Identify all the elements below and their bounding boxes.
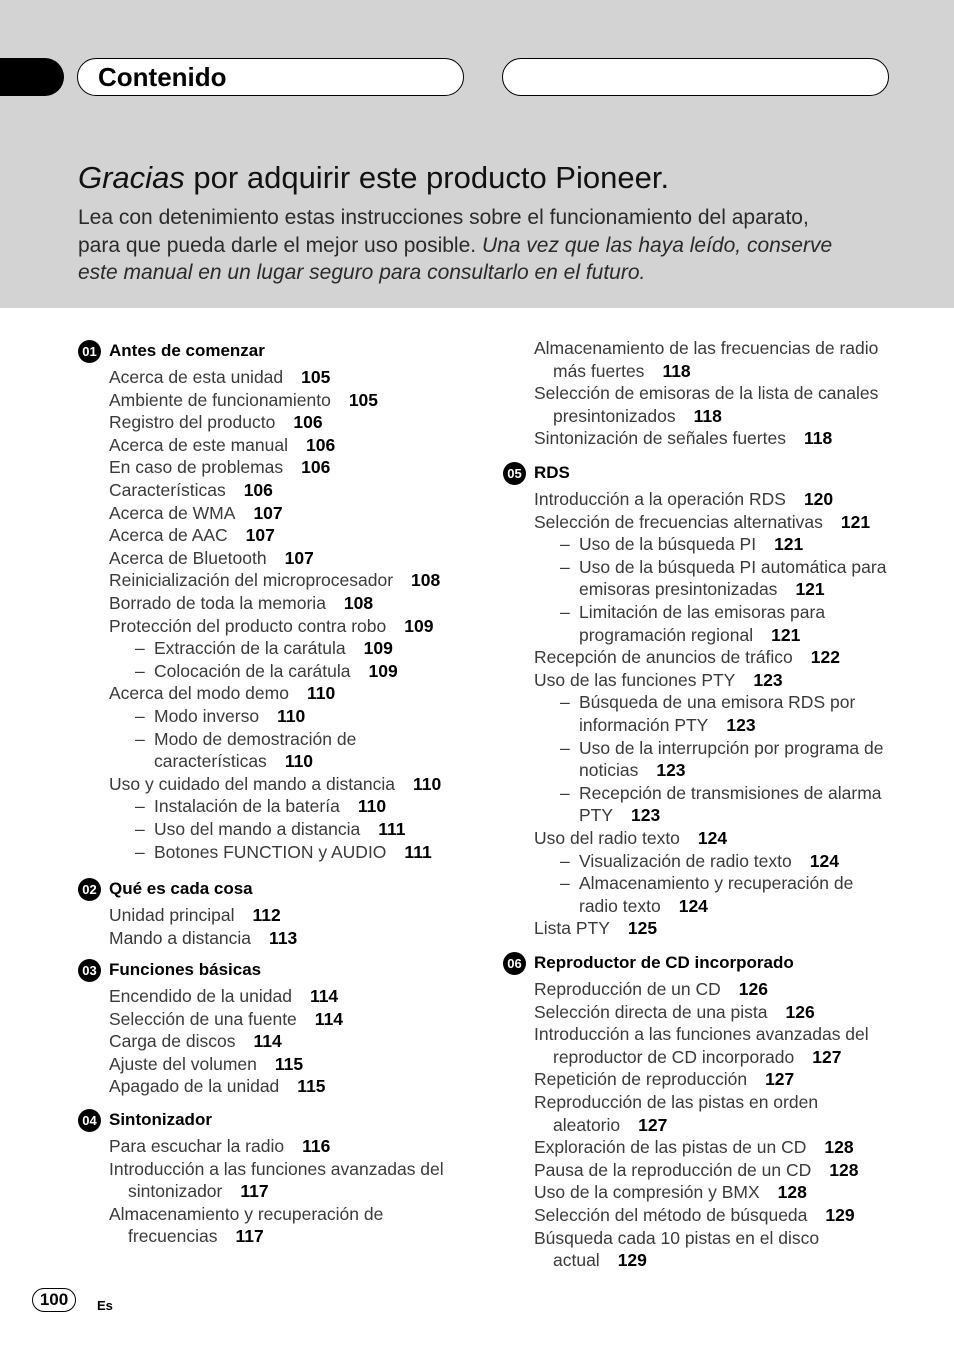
intro-line-2-plain: para que pueda darle el mejor uso posible. (78, 233, 482, 257)
language-code: Es (97, 1298, 113, 1313)
section-number-badge: 03 (78, 959, 101, 982)
toc-entry-text: programación regional (579, 624, 754, 645)
toc-entry-continued (128, 1225, 264, 1248)
toc-entry-continued (553, 1114, 667, 1137)
toc-page-number: 110 (413, 773, 442, 794)
list-dash: – (560, 602, 570, 622)
toc-entry: Búsqueda cada 10 pistas en el disco (534, 1227, 820, 1248)
toc-page-number: 121 (774, 534, 804, 555)
toc-entry (109, 1075, 326, 1098)
toc-entry (109, 1135, 330, 1158)
toc-entry (109, 1053, 303, 1076)
toc-entry (109, 456, 330, 479)
toc-page-number: 129 (825, 1205, 855, 1225)
toc-entry-text: actual (553, 1250, 600, 1271)
toc-entry (109, 366, 330, 389)
list-dash: – (135, 660, 145, 681)
toc-entry (109, 502, 283, 525)
section-number-badge: 05 (503, 462, 526, 485)
toc-page-number: 111 (378, 819, 406, 839)
toc-entry-text: aleatorio (553, 1114, 621, 1135)
list-dash: – (560, 873, 570, 894)
toc-page-number: 106 (306, 434, 336, 455)
toc-page-number: 107 (284, 547, 314, 568)
intro-line-1: Lea con detenimiento estas instrucciones sobre el funcionamiento del aparato, (78, 206, 809, 229)
toc-page-number: 115 (297, 1076, 326, 1097)
toc-entry-text: más fuertes (553, 360, 645, 381)
toc-entry (534, 1068, 794, 1091)
toc-entry (579, 533, 803, 556)
toc-entry (534, 1204, 855, 1227)
toc-entry-text: Ambiente de funcionamiento (109, 389, 331, 410)
toc-entry: Uso de la búsqueda PI automática para (579, 556, 887, 577)
toc-entry-text: Visualización de radio texto (579, 850, 792, 871)
list-dash: – (560, 782, 570, 803)
toc-entry-text: emisoras presintonizadas (579, 579, 778, 600)
toc-entry (109, 411, 323, 434)
toc-entry-text: Características (109, 480, 226, 500)
toc-entry (109, 1030, 282, 1053)
toc-entry-text: Acerca de este manual (109, 434, 288, 455)
toc-entry (109, 389, 378, 412)
toc-entry-continued (579, 578, 825, 601)
toc-entry (109, 682, 335, 705)
toc-entry: Modo de demostración de (154, 728, 357, 749)
toc-page-number: 117 (240, 1181, 269, 1202)
toc-entry-text: Uso del radio texto (534, 828, 680, 848)
toc-entry: Limitación de las emisoras para (579, 602, 826, 622)
toc-entry-text: noticias (579, 760, 639, 781)
list-dash: – (560, 692, 570, 713)
toc-entry (534, 1001, 815, 1024)
toc-entry-text: Repetición de reproducción (534, 1069, 748, 1090)
toc-entry: Búsqueda de una emisora RDS por (579, 692, 856, 713)
toc-entry (154, 637, 393, 660)
list-dash: – (560, 556, 570, 577)
toc-entry-text: Selección de una fuente (109, 1008, 297, 1029)
toc-page-number: 106 (301, 457, 331, 478)
toc-entry (154, 841, 432, 864)
toc-entry (109, 524, 275, 547)
toc-entry-text: Uso de la búsqueda PI (579, 534, 757, 555)
toc-entry-continued (579, 714, 756, 737)
toc-page-number: 124 (678, 895, 708, 916)
toc-entry (109, 569, 440, 592)
toc-entry-text: Unidad principal (109, 905, 235, 925)
toc-entry-text: Uso de la compresión y BMX (534, 1182, 760, 1203)
toc-entry-text: Reinicialización del microprocesador (109, 570, 394, 591)
toc-entry-text: Exploración de las pistas de un CD (534, 1137, 807, 1158)
toc-entry-text: Registro del producto (109, 412, 276, 433)
toc-page-number: 112 (252, 905, 281, 925)
toc-page-number: 118 (693, 405, 722, 426)
toc-page-number: 118 (803, 428, 833, 449)
section-title: Sintonizador (109, 1110, 212, 1129)
toc-entry: Selección de emisoras de la lista de canales (534, 383, 879, 404)
section-title: Funciones básicas (109, 960, 262, 979)
toc-entry-text: Acerca de AAC (109, 525, 228, 546)
list-dash: – (560, 737, 570, 758)
toc-entry: Introducción a las funciones avanzadas del (534, 1024, 869, 1045)
toc-page-number: 121 (771, 624, 801, 645)
toc-entry-continued (553, 360, 691, 383)
toc-entry (534, 646, 840, 669)
toc-page-number: 127 (765, 1069, 795, 1090)
toc-page-number: 117 (235, 1226, 264, 1247)
toc-page-number: 127 (812, 1046, 842, 1067)
toc-page-number: 109 (404, 615, 434, 636)
toc-entry (579, 850, 839, 873)
toc-page-number: 123 (656, 760, 686, 781)
toc-entry-text: Lista PTY (534, 918, 610, 939)
toc-page-number: 115 (274, 1053, 304, 1074)
toc-entry-text: Selección directa de una pista (534, 1001, 768, 1022)
toc-entry-text: Para escuchar la radio (109, 1136, 285, 1156)
toc-page-number: 128 (777, 1182, 807, 1203)
toc-page-number: 111 (404, 841, 432, 862)
toc-entry-text: Selección del método de búsqueda (534, 1205, 808, 1225)
toc-entry-text: Instalación de la batería (154, 796, 340, 817)
page-title: Contenido (98, 62, 227, 92)
toc-page-number: 116 (302, 1136, 331, 1156)
section-title: Qué es cada cosa (109, 879, 253, 898)
toc-page-number: 114 (309, 986, 339, 1006)
toc-page-number: 121 (795, 579, 825, 600)
toc-page-number: 129 (617, 1250, 647, 1271)
toc-entry (109, 547, 314, 570)
toc-page-number: 108 (411, 570, 441, 591)
toc-entry-text: información PTY (579, 715, 709, 735)
toc-entry-text: Introducción a la operación RDS (534, 489, 786, 509)
toc-entry (534, 511, 870, 534)
section-title: Antes de comenzar (109, 341, 265, 360)
list-dash: – (135, 638, 145, 659)
toc-entry-continued (553, 405, 722, 428)
toc-page-number: 113 (269, 927, 298, 948)
toc-entry (109, 615, 433, 638)
toc-entry-text: Acerca de esta unidad (109, 367, 284, 387)
toc-page-number: 109 (368, 660, 398, 681)
toc-entry (534, 427, 832, 450)
toc-entry-text: Pausa de la reproducción de un CD (534, 1159, 812, 1180)
toc-entry: Recepción de transmisiones de alarma (579, 782, 882, 803)
toc-entry-text: Extracción de la carátula (154, 638, 346, 659)
toc-page-number: 124 (697, 828, 728, 848)
toc-page-number: 105 (301, 367, 331, 387)
toc-entry-text: sintonizador (128, 1181, 223, 1202)
toc-page-number: 123 (726, 715, 756, 735)
list-dash: – (135, 706, 145, 726)
toc-entry-text: características (154, 751, 267, 772)
toc-entry-text: Botones FUNCTION y AUDIO (154, 841, 387, 862)
toc-page-number: 109 (363, 638, 393, 659)
toc-page-number: 123 (753, 669, 783, 690)
toc-entry: Almacenamiento de las frecuencias de radio (534, 338, 879, 358)
section-number-badge: 01 (78, 340, 101, 363)
toc-entry (154, 795, 386, 818)
toc-entry-text: frecuencias (128, 1226, 218, 1247)
toc-entry (534, 827, 727, 850)
section-title: Reproductor de CD incorporado (534, 953, 794, 972)
toc-page-number: 114 (314, 1008, 344, 1029)
toc-entry (534, 1159, 858, 1182)
header-tab-marker (0, 58, 64, 96)
toc-entry (109, 592, 373, 615)
toc-entry (534, 978, 768, 1001)
toc-entry-text: presintonizados (553, 405, 676, 426)
toc-page-number: 114 (253, 1031, 282, 1052)
intro-line-2 (78, 232, 878, 260)
toc-entry-text: Uso y cuidado del mando a distancia (109, 773, 396, 794)
toc-page-number: 126 (738, 979, 768, 999)
list-dash: – (135, 728, 145, 749)
toc-page-number: 124 (809, 850, 839, 871)
intro-heading-rest: por adquirir este producto Pioneer. (184, 160, 670, 195)
toc-entry-text: Acerca del modo demo (109, 683, 289, 704)
toc-page-number: 105 (348, 389, 379, 410)
toc-entry: Almacenamiento y recuperación de (579, 873, 854, 894)
toc-entry (109, 927, 297, 950)
toc-entry (534, 1181, 807, 1204)
toc-page-number: 126 (785, 1001, 815, 1022)
toc-page-number: 128 (824, 1137, 854, 1158)
section-title: RDS (534, 463, 570, 482)
toc-entry-continued (579, 759, 686, 782)
toc-entry (534, 669, 783, 692)
toc-entry (154, 660, 398, 683)
toc-entry-text: Uso de las funciones PTY (534, 669, 736, 690)
toc-entry-continued (579, 895, 708, 918)
toc-entry-continued (553, 1249, 647, 1272)
toc-entry-text: Colocación de la carátula (154, 660, 351, 681)
list-dash: – (135, 819, 145, 839)
toc-page-number: 128 (829, 1159, 859, 1180)
section-number-badge: 02 (78, 878, 101, 901)
toc-entry-text: PTY (579, 805, 614, 826)
section-number-badge: 04 (78, 1109, 101, 1132)
toc-entry-text: Apagado de la unidad (109, 1076, 280, 1097)
toc-entry: Reproducción de las pistas en orden (534, 1092, 819, 1112)
toc-entry-text: Selección de frecuencias alternativas (534, 511, 823, 532)
toc-entry-text: Carga de discos (109, 1031, 236, 1052)
toc-entry-text: En caso de problemas (109, 457, 284, 478)
toc-entry (109, 434, 335, 457)
toc-page-number: 110 (357, 796, 387, 817)
toc-entry-continued (553, 1046, 841, 1069)
toc-page-number: 108 (343, 593, 374, 613)
toc-entry-text: Ajuste del volumen (109, 1053, 257, 1074)
toc-entry (154, 818, 406, 841)
header-empty-frame (502, 58, 889, 96)
toc-page-number: 127 (638, 1114, 668, 1135)
toc-entry-text: reproductor de CD incorporado (553, 1046, 795, 1067)
toc-entry (109, 773, 441, 796)
list-dash: – (560, 850, 570, 871)
intro-heading-italic: Gracias (78, 160, 185, 195)
list-dash: – (135, 841, 145, 862)
toc-page-number: 107 (245, 525, 275, 546)
intro-line-3-italic: este manual en un lugar seguro para consultarlo en el futuro. (78, 261, 646, 284)
toc-page-number: 106 (243, 480, 273, 500)
toc-entry-text: Sintonización de señales fuertes (534, 428, 786, 449)
toc-entry: Almacenamiento y recuperación de (109, 1203, 384, 1224)
toc-entry (534, 1136, 854, 1159)
toc-entry-text: radio texto (579, 895, 661, 916)
toc-entry-text: Protección del producto contra robo (109, 615, 387, 636)
toc-entry-text: Borrado de toda la memoria (109, 593, 326, 613)
list-dash: – (560, 534, 570, 555)
toc-page-number: 118 (662, 360, 691, 381)
toc-entry-text: Mando a distancia (109, 927, 252, 948)
toc-entry (534, 488, 833, 511)
toc-page-number: 110 (306, 683, 336, 704)
toc-page-number: 106 (293, 412, 323, 433)
toc-entry-continued (579, 624, 800, 647)
toc-entry (154, 705, 305, 728)
toc-page-number: 110 (284, 751, 314, 772)
intro-line-2-italic: Una vez que las haya leído, conserve (481, 233, 833, 257)
toc-entry: Introducción a las funciones avanzadas del (109, 1158, 444, 1179)
section-number-badge: 06 (503, 952, 526, 975)
toc-entry (109, 904, 281, 927)
list-dash: – (135, 796, 145, 817)
toc-entry: Uso de la interrupción por programa de (579, 737, 884, 758)
toc-page-number: 125 (627, 918, 658, 939)
toc-page-number: 107 (253, 502, 283, 523)
toc-entry (109, 479, 273, 502)
toc-entry-text: Acerca de Bluetooth (109, 547, 267, 568)
toc-page-number: 122 (810, 647, 840, 668)
toc-entry-text: Recepción de anuncios de tráfico (534, 647, 793, 668)
toc-page-number: 123 (631, 805, 661, 826)
toc-page-number: 120 (803, 489, 834, 509)
intro-heading (78, 158, 669, 198)
toc-entry-continued (579, 804, 660, 827)
toc-entry-text: Uso del mando a distancia (154, 819, 361, 839)
toc-entry (109, 985, 338, 1008)
toc-page-number: 110 (277, 706, 306, 726)
toc-entry-text: Acerca de WMA (109, 502, 236, 523)
intro-paragraph (78, 204, 878, 287)
toc-entry (534, 917, 657, 940)
toc-page-number: 121 (840, 511, 871, 532)
toc-entry-text: Modo inverso (154, 706, 260, 726)
toc-entry-continued (154, 750, 313, 773)
page-number-badge: 100 (32, 1288, 76, 1312)
toc-entry-text: Reproducción de un CD (534, 979, 721, 999)
intro-line-3 (78, 259, 878, 287)
toc-entry-continued (128, 1180, 269, 1203)
toc-entry-text: Encendido de la unidad (109, 986, 292, 1006)
toc-entry (109, 1008, 343, 1031)
